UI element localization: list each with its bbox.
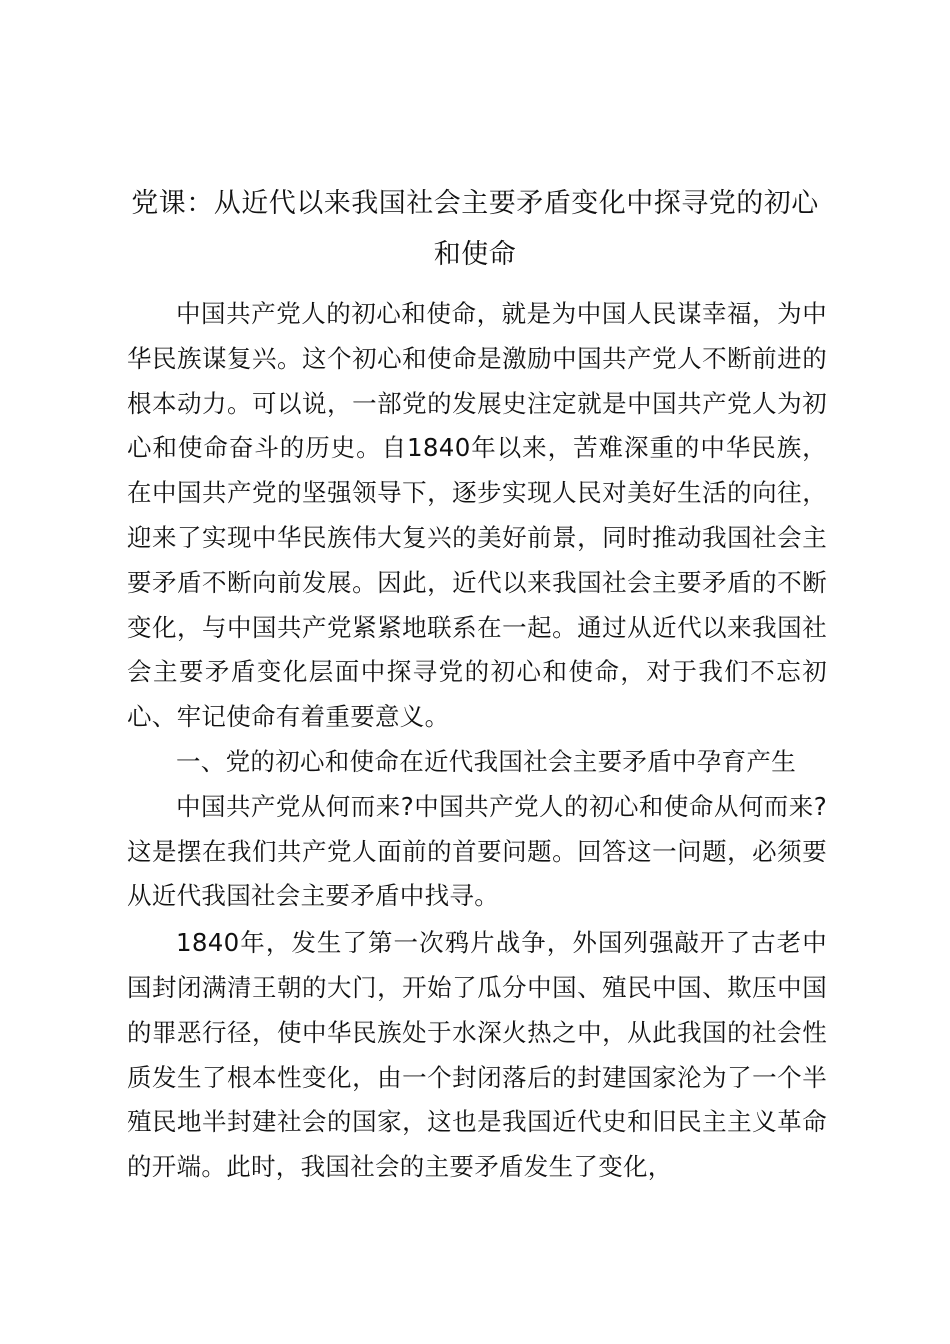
body-paragraph-2: 中国共产党从何而来?中国共产党人的初心和使命从何而来?这是摆在我们共产党人面前的首要问题。回答这一问题，必须要从近代我国社会主要矛盾中找寻。 [127, 791, 827, 911]
intro-paragraph: 中国共产党人的初心和使命，就是为中国人民谋幸福，为中华民族谋复兴。这个初心和使命是激励中国共产党人不断前进的根本动力。可以说，一部党的发展史注定就是中国共产党人为初心和使命奋斗的历史。自1840年以来，苦难深重的中华民族，在中国共产党的坚强领导下，逐步实现人民对美好生活的向往，迎来了实现中华民族伟大复兴的美好前景，同时推动我国社会主要矛盾不断向前发展。因此，近代以来我国社会主要矛盾的不断变化，与中国共产党紧紧地联系在一起。通过从近代以来我国社会主要矛盾变化层面中探寻党的初心和使命，对于我们不忘初心、牢记使命有着重要意义。 [127, 299, 827, 732]
document-body [127, 292, 827, 1190]
body-paragraph-3: 1840年，发生了第一次鸦片战争，外国列强敲开了古老中国封闭满清王朝的大门，开始了瓜分中国、殖民中国、欺压中国的罪恶行径，使中华民族处于水深火热之中，从此我国的社会性质发生了根本性变化，由一个封闭落后的封建国家沦为了一个半殖民地半封建社会的国家，这也是我国近代史和旧民主主义革命的开端。此时，我国社会的主要矛盾发生了变化， [127, 928, 827, 1182]
section-heading-1: 一、党的初心和使命在近代我国社会主要矛盾中孕育产生 [176, 746, 796, 776]
document-title: 党课：从近代以来我国社会主要矛盾变化中探寻党的初心和使命 [131, 188, 819, 270]
